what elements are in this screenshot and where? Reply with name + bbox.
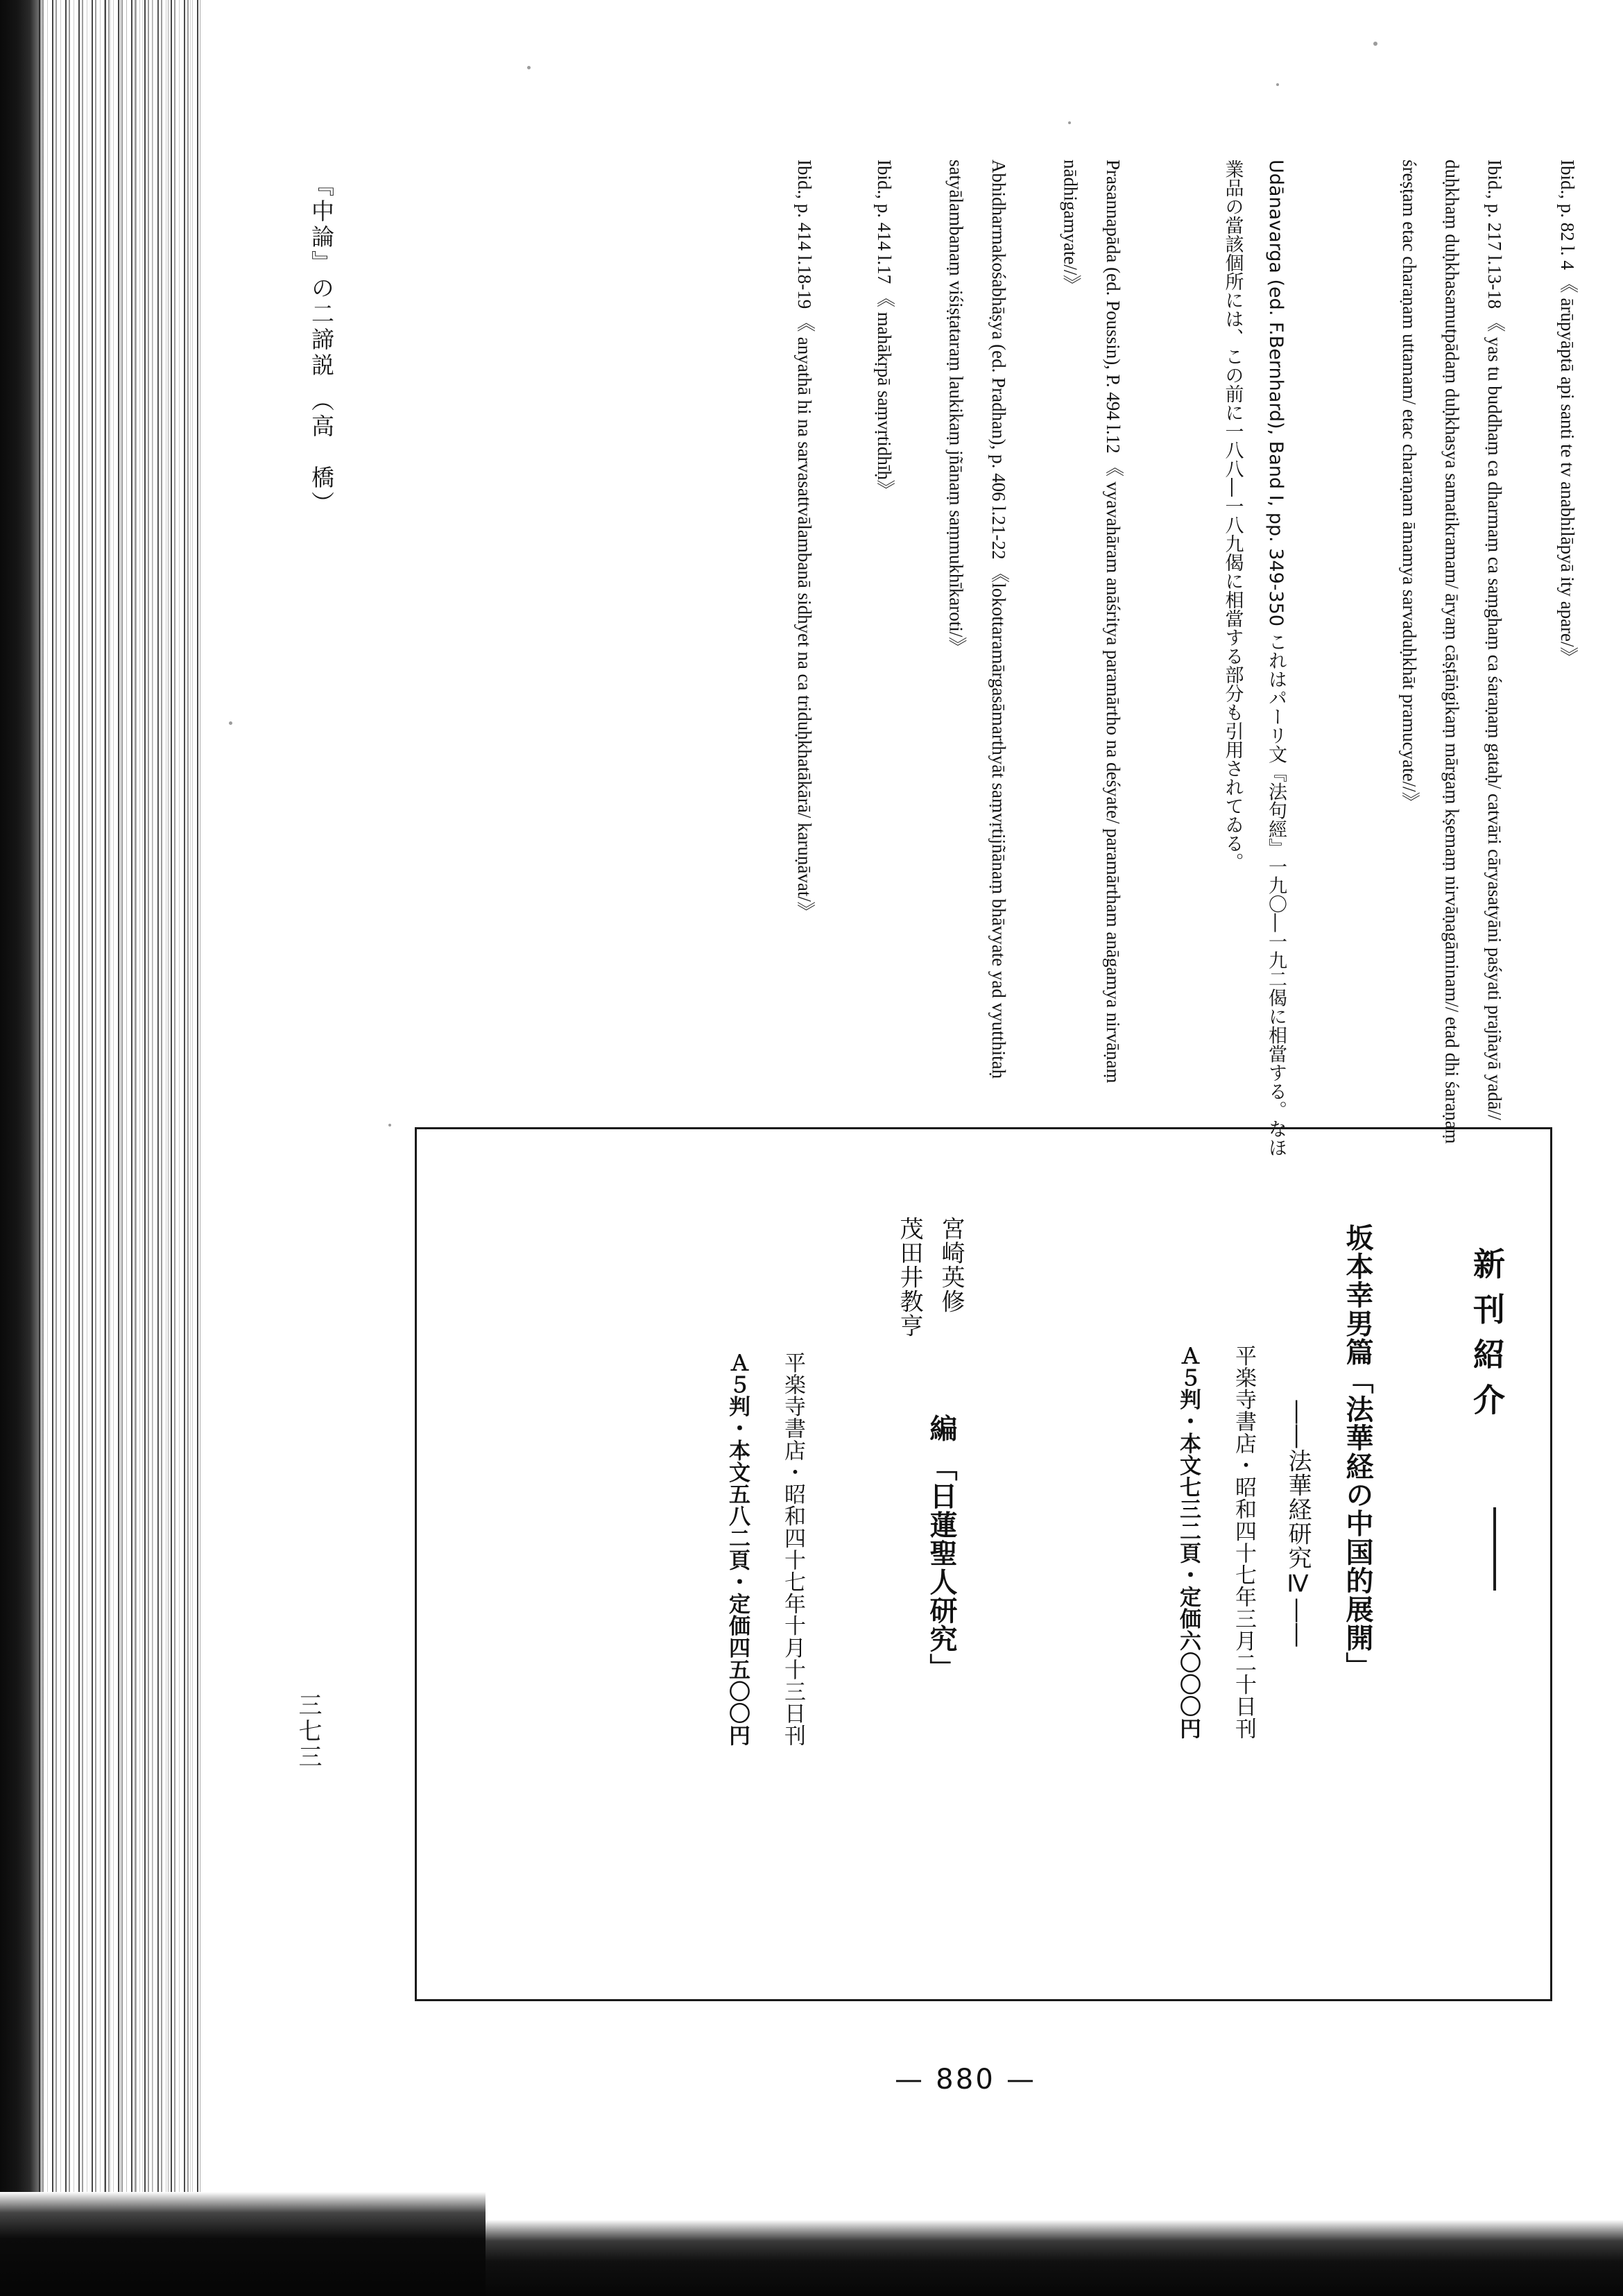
publication-entry-spec <box>1160 1323 1217 1878</box>
publication2-spec <box>709 1330 766 1885</box>
dust-speck <box>1276 83 1279 86</box>
footnote-list <box>486 160 1588 1193</box>
publication2-editor1 <box>921 1195 981 1424</box>
footnote-item <box>749 160 825 1158</box>
footnote-text: Prasannapāda (ed. Poussin), P. 494 l.12 《 vyavahāram anāśritya paramārtho na deśyate/ paramārtham anāgamya nirvāṇaṃ nādhigamyate//》 <box>1060 160 1124 1088</box>
new-publications-box <box>415 1127 1552 2001</box>
publication2-title <box>909 1393 974 1726</box>
footnote-item <box>916 160 1020 1158</box>
footnote-item <box>1148 160 1297 1158</box>
publication-spec: Ａ５判・本文七三二頁・定価六〇〇〇円 <box>1176 1344 1201 1740</box>
footnote-item <box>832 160 905 1158</box>
footnote-text: Ibid., p. 414 l.18-19 《 anyathā hi na sarvasattvālambanā sidhyet na ca triduḥkhatākārā/ karuṇāvat/》 <box>794 160 815 920</box>
publication-editor-name-2: 茂田井教亨 <box>895 1216 923 1338</box>
footnote-text: Ibid., p. 217 l.13-18 《 yas tu buddhaṃ ca dharmaṃ ca saṃghaṃ ca śaraṇaṃ gataḥ/ catvāri cāryasatyāni paśyati prajñayā yadā// duḥkhaṃ duḥkhasamutpādaṃ duḥkhasya samatikramam/ āryaṃ cāṣṭāṅgikaṃ mārgaṃ kṣemaṃ nirvāṇagāminam// etad dhi śaraṇaṃ śreṣṭam etac charaṇam uttamam/ etac charaṇam āmamya sarvaduḥkhāt pramucyate//》 <box>1398 160 1505 1149</box>
publication-entry-publisher <box>1215 1323 1273 1878</box>
scan-bottom-corner-shadow <box>0 2192 486 2296</box>
publication-entry-subtitle <box>1268 1379 1328 1726</box>
footnote-text: Abhidharmakośabhāṣya (ed. Pradhan), p. 406 l.21-22 《lokottaramārgasāmarthyāt saṃvṛtijñānaṃ bhāvyate yad vyutthitaḥ satyālambanaṃ viśiṣṭataraṃ laukikaṃ jñānaṃ saṃmukhīkaroti/》 <box>945 160 1009 1083</box>
scan-edge-shadow <box>0 0 43 2296</box>
footnote-item <box>1307 160 1515 1158</box>
dust-speck <box>527 66 531 69</box>
publication2-publisher <box>764 1330 822 1885</box>
footnote-text: Udānavarga (ed. F.Bernhard), Band I, pp. 349-350 これはパーリ文『法句經』一九〇―一九二偈に相當する。なほ業品の當該個所には、この前に一八八―一八九偈に相當する部分も引用されてゐる。 <box>1221 160 1287 1157</box>
scan-streak-artifact-secondary <box>104 0 201 2275</box>
new-publications-heading: 新刊紹介 <box>1468 1247 1506 1429</box>
footnote-text: Ibid., p. 82 l. 4 《 ārūpyāptā api santi te tv anabhilāpyā ity apare/》 <box>1557 160 1578 666</box>
running-title: 『中論』の二諦説 （高 橋） <box>308 173 335 517</box>
dust-speck <box>1068 121 1071 124</box>
footnote-item <box>1505 160 1588 1158</box>
dust-speck <box>229 721 232 725</box>
publication-title-2: 編 「日蓮聖人研究」 <box>925 1414 957 1682</box>
dust-speck <box>1373 42 1377 46</box>
publication-publisher: 平楽寺書店・昭和四十七年三月二十日刊 <box>1231 1344 1256 1740</box>
page-number-japanese: 三七三 <box>294 1693 322 1771</box>
publication-title: 坂本幸男篇「法華経の中国的展開」 <box>1341 1223 1373 1681</box>
footnote-item <box>1030 160 1134 1158</box>
publication-publisher-2: 平楽寺書店・昭和四十七年十月十三日刊 <box>780 1351 805 1747</box>
publication-entry-title <box>1325 1202 1391 1729</box>
publication2-editor2 <box>879 1195 940 1473</box>
footnote-text: Ibid., p. 414 l.17 《 mahākṛpā saṃvṛtidhīḥ》 <box>874 160 895 499</box>
publication-spec-2: Ａ５判・本文五八二頁・定価四五〇〇円 <box>725 1351 750 1747</box>
publication-subtitle: ――法華経研究Ⅳ―― <box>1284 1400 1312 1647</box>
dust-speck <box>388 1124 391 1126</box>
folio-number: — 880 — <box>895 2064 1037 2096</box>
heading-rule <box>1493 1507 1496 1591</box>
publication-editor-name: 宮崎英修 <box>937 1216 965 1314</box>
